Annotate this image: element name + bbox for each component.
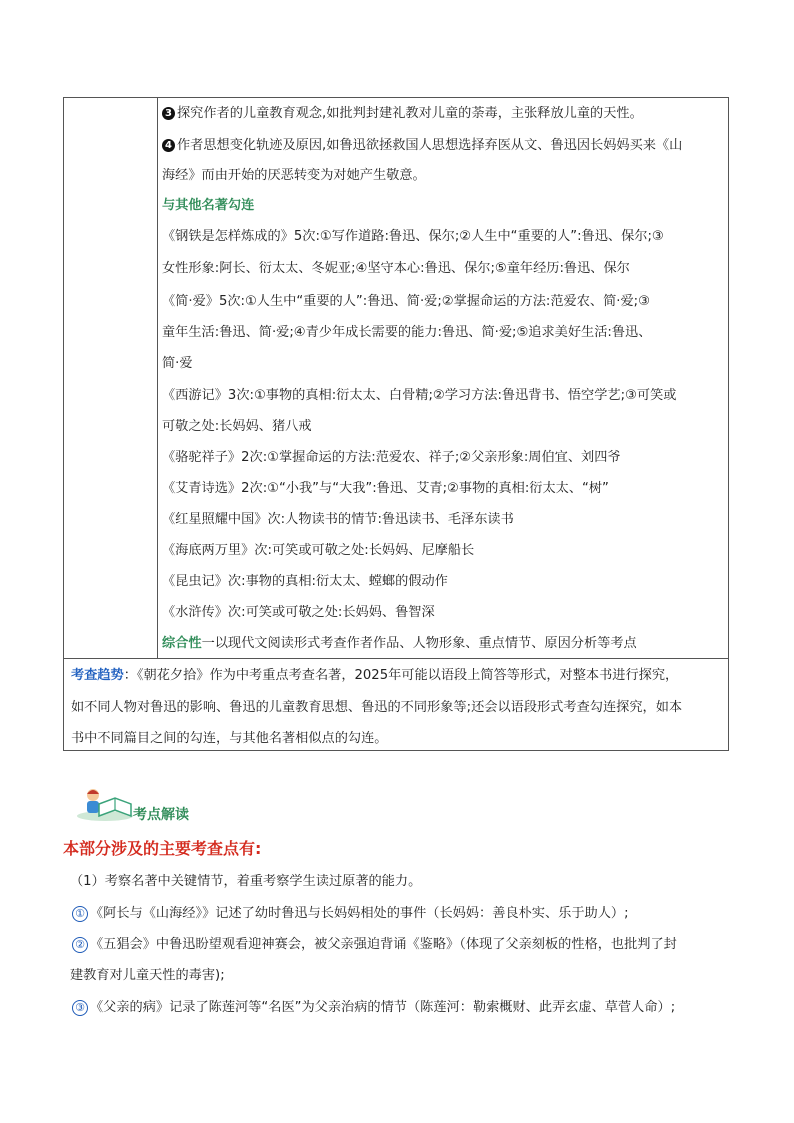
table-column-divider xyxy=(157,98,158,658)
link-line: 《骆驼祥子》2次:①掌握命运的方法:范爱农、祥子;②父亲形象:周伯宜、刘四爷 xyxy=(162,450,621,465)
trend-line-3: 书中不同篇目之间的勾连，与其他名著相似点的勾连。 xyxy=(71,731,388,746)
link-line: 《昆虫记》次:事物的真相:衍太太、螳螂的假动作 xyxy=(162,574,448,589)
number-badge: 3 xyxy=(162,107,175,120)
reading-child-icon xyxy=(75,786,135,822)
item-4-line-1: 4 作者思想变化轨迹及原因,如鲁迅欲拯救国人思想选择弃医从文、鲁迅因长妈妈买来《山 xyxy=(162,138,682,154)
trend-line-2: 如不同人物对鲁迅的影响、鲁迅的儿童教育思想、鲁迅的不同形象等;还会以语段形式考查勾连探究，如本 xyxy=(71,700,683,715)
link-line: 女性形象:阿长、衍太太、冬妮亚;④坚守本心:鲁迅、保尔;⑤童年经历:鲁迅、保尔 xyxy=(162,261,630,276)
circled-number: ① xyxy=(72,906,88,922)
links-heading: 与其他名著勾连 xyxy=(162,198,255,213)
item-4-line-2: 海经》而由开始的厌恶转变为对她产生敬意。 xyxy=(162,168,426,183)
link-line: 可敬之处:长妈妈、猪八戒 xyxy=(162,419,312,434)
number-badge: 4 xyxy=(162,139,175,152)
kaodian-title: 考点解读 xyxy=(133,807,189,823)
circled-number: ② xyxy=(72,937,88,953)
link-line: 《海底两万里》次:可笑或可敬之处:长妈妈、尼摩船长 xyxy=(162,543,475,558)
circled-number: ③ xyxy=(72,1000,88,1016)
item-3: 3 探究作者的儿童教育观念,如批判封建礼教对儿童的荼毒，主张释放儿童的天性。 xyxy=(162,106,643,122)
link-line: 《艾青诗选》2次:①“小我”与“大我”:鲁迅、艾青;②事物的真相:衍太太、“树” xyxy=(162,481,609,496)
trend-line-1: 考查趋势：《朝花夕拾》作为中考重点考查名著，2025年可能以语段上简答等形式，对整本书进行探究， xyxy=(71,668,679,683)
comprehensive-label: 综合性 xyxy=(162,636,202,651)
table-row-divider xyxy=(64,658,728,659)
body-paragraph: （1）考察名著中关键情节，着重考察学生读过原著的能力。 xyxy=(70,874,422,889)
link-line: 《红星照耀中国》次:人物读书的情节:鲁迅读书、毛泽东读书 xyxy=(162,512,514,527)
link-line: 简·爱 xyxy=(162,356,193,371)
section-title: 本部分涉及的主要考查点有: xyxy=(63,839,262,858)
kaodian-header xyxy=(75,786,215,822)
link-line: 《水浒传》次:可笑或可敬之处:长妈妈、鲁智深 xyxy=(162,605,435,620)
link-line: 《西游记》3次:①事物的真相:衍太太、白骨精;②学习方法:鲁迅背书、悟空学艺;③可笑或 xyxy=(162,388,677,403)
body-paragraph: ① 《阿长与《山海经》》记述了幼时鲁迅与长妈妈相处的事件（长妈妈：善良朴实、乐于助人）; xyxy=(72,905,629,923)
trend-label: 考查趋势 xyxy=(71,668,124,683)
body-paragraph-continued: 建教育对儿童天性的毒害); xyxy=(70,968,225,983)
link-line: 《简·爱》5次:①人生中“重要的人”:鲁迅、简·爱;②掌握命运的方法:范爱农、简·爱;③ xyxy=(162,294,650,309)
link-line: 童年生活:鲁迅、简·爱;④青少年成长需要的能力:鲁迅、简·爱;⑤追求美好生活:鲁迅、 xyxy=(162,325,652,340)
content-table xyxy=(63,97,729,751)
body-paragraph: ③ 《父亲的病》记录了陈莲河等“名医”为父亲治病的情节（陈莲河：勒索概财、此弄玄虚、草菅人命）; xyxy=(72,999,675,1017)
comprehensive-line: 综合性一以现代文阅读形式考查作者作品、人物形象、重点情节、原因分析等考点 xyxy=(162,636,637,651)
link-line: 《钢铁是怎样炼成的》5次:①写作道路:鲁迅、保尔;②人生中“重要的人”:鲁迅、保尔;③ xyxy=(162,229,664,244)
body-paragraph: ② 《五猖会》中鲁迅盼望观看迎神赛会，被父亲强迫背诵《鉴略》（体现了父亲刻板的性格，也批判了封 xyxy=(72,936,677,954)
